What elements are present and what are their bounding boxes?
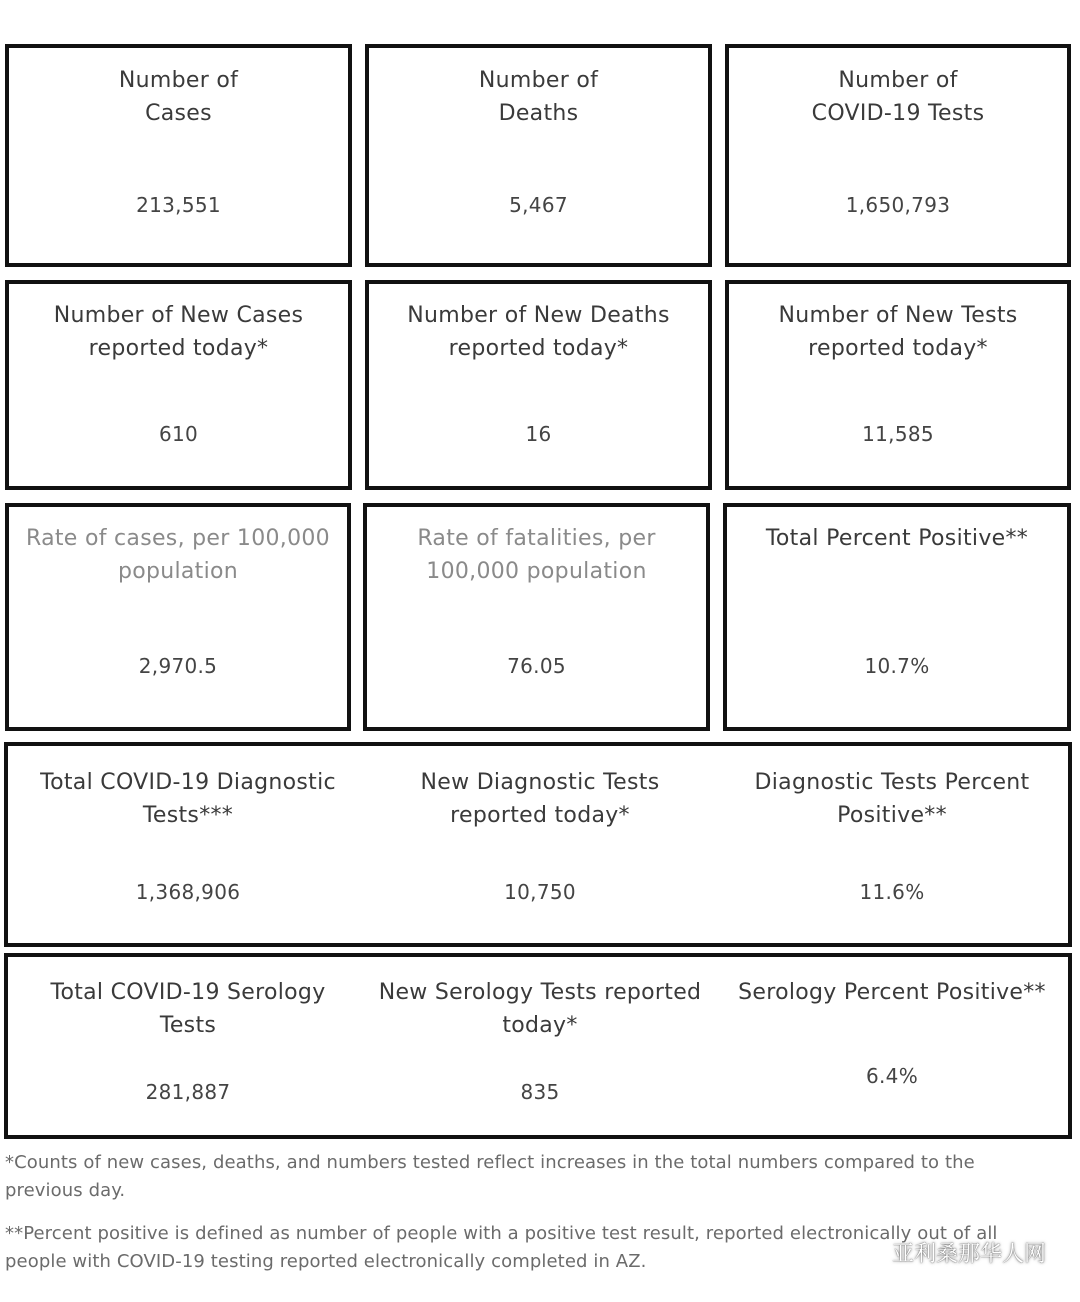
new-tests-value: 11,585 — [862, 422, 934, 446]
cases-value: 213,551 — [136, 193, 221, 217]
diagnostic-percent-cell — [722, 746, 1062, 943]
total-percent-positive-value: 10.7% — [864, 654, 930, 678]
card-new-deaths — [365, 280, 712, 490]
serology-percent-cell — [722, 957, 1062, 1135]
rate-fatalities-value: 76.05 — [507, 654, 566, 678]
serology-new-label: New Serology Tests reported today* — [378, 980, 702, 1038]
deaths-label: Number of Deaths — [478, 68, 599, 126]
tests-value: 1,650,793 — [845, 193, 951, 217]
diagnostic-total-label: Total COVID-19 Diagnostic Tests*** — [40, 770, 336, 828]
diagnostic-total-value: 1,368,906 — [135, 880, 241, 904]
wechat-icon — [854, 1241, 884, 1265]
new-deaths-label: Number of New Deaths reported today* — [407, 303, 670, 361]
new-cases-value: 610 — [158, 422, 199, 446]
diagnostic-new-label: New Diagnostic Tests reported today* — [420, 770, 660, 828]
new-tests-label: Number of New Tests reported today* — [778, 303, 1018, 361]
serology-percent-label: Serology Percent Positive** — [738, 980, 1046, 1005]
card-rate-cases — [5, 503, 351, 731]
rate-cases-label: Rate of cases, per 100,000 population — [26, 526, 330, 584]
serology-total-cell — [18, 957, 358, 1135]
card-serology-tests — [4, 953, 1072, 1139]
footnote-new-counts: *Counts of new cases, deaths, and numbers tested reflect increases in the total numbers compared to the previous day. — [5, 1152, 975, 1201]
diagnostic-percent-value: 11.6% — [859, 880, 925, 904]
card-rate-fatalities — [363, 503, 710, 731]
diagnostic-total-cell — [18, 746, 358, 943]
diagnostic-new-cell — [370, 746, 710, 943]
cases-label: Number of Cases — [118, 68, 239, 126]
tests-label: Number of COVID-19 Tests — [811, 68, 985, 126]
footnote-percent-positive: **Percent positive is defined as number of people with a positive test result, reported electronically out of all people with COVID-19 testing reported electronically completed in AZ. — [5, 1223, 998, 1272]
card-total-percent-positive — [723, 503, 1071, 731]
card-tests — [725, 44, 1071, 267]
diagnostic-percent-label: Diagnostic Tests Percent Positive** — [754, 770, 1030, 828]
new-cases-label: Number of New Cases reported today* — [53, 303, 304, 361]
card-cases — [5, 44, 352, 267]
watermark-text: 亚利桑那华人网 — [891, 1242, 1046, 1267]
new-deaths-value: 16 — [525, 422, 552, 446]
serology-percent-value: 6.4% — [865, 1064, 918, 1088]
watermark — [854, 1237, 1046, 1268]
rate-fatalities-label: Rate of fatalities, per 100,000 population — [417, 526, 656, 584]
serology-total-value: 281,887 — [145, 1080, 231, 1104]
total-percent-positive-label: Total Percent Positive** — [765, 526, 1029, 551]
serology-new-cell — [370, 957, 710, 1135]
deaths-value: 5,467 — [509, 193, 568, 217]
card-new-cases — [5, 280, 352, 490]
diagnostic-new-value: 10,750 — [504, 880, 576, 904]
serology-total-label: Total COVID-19 Serology Tests — [50, 980, 326, 1038]
card-new-tests — [725, 280, 1071, 490]
card-diagnostic-tests — [4, 742, 1072, 947]
serology-new-value: 835 — [520, 1080, 560, 1104]
rate-cases-value: 2,970.5 — [138, 654, 218, 678]
card-deaths — [365, 44, 712, 267]
